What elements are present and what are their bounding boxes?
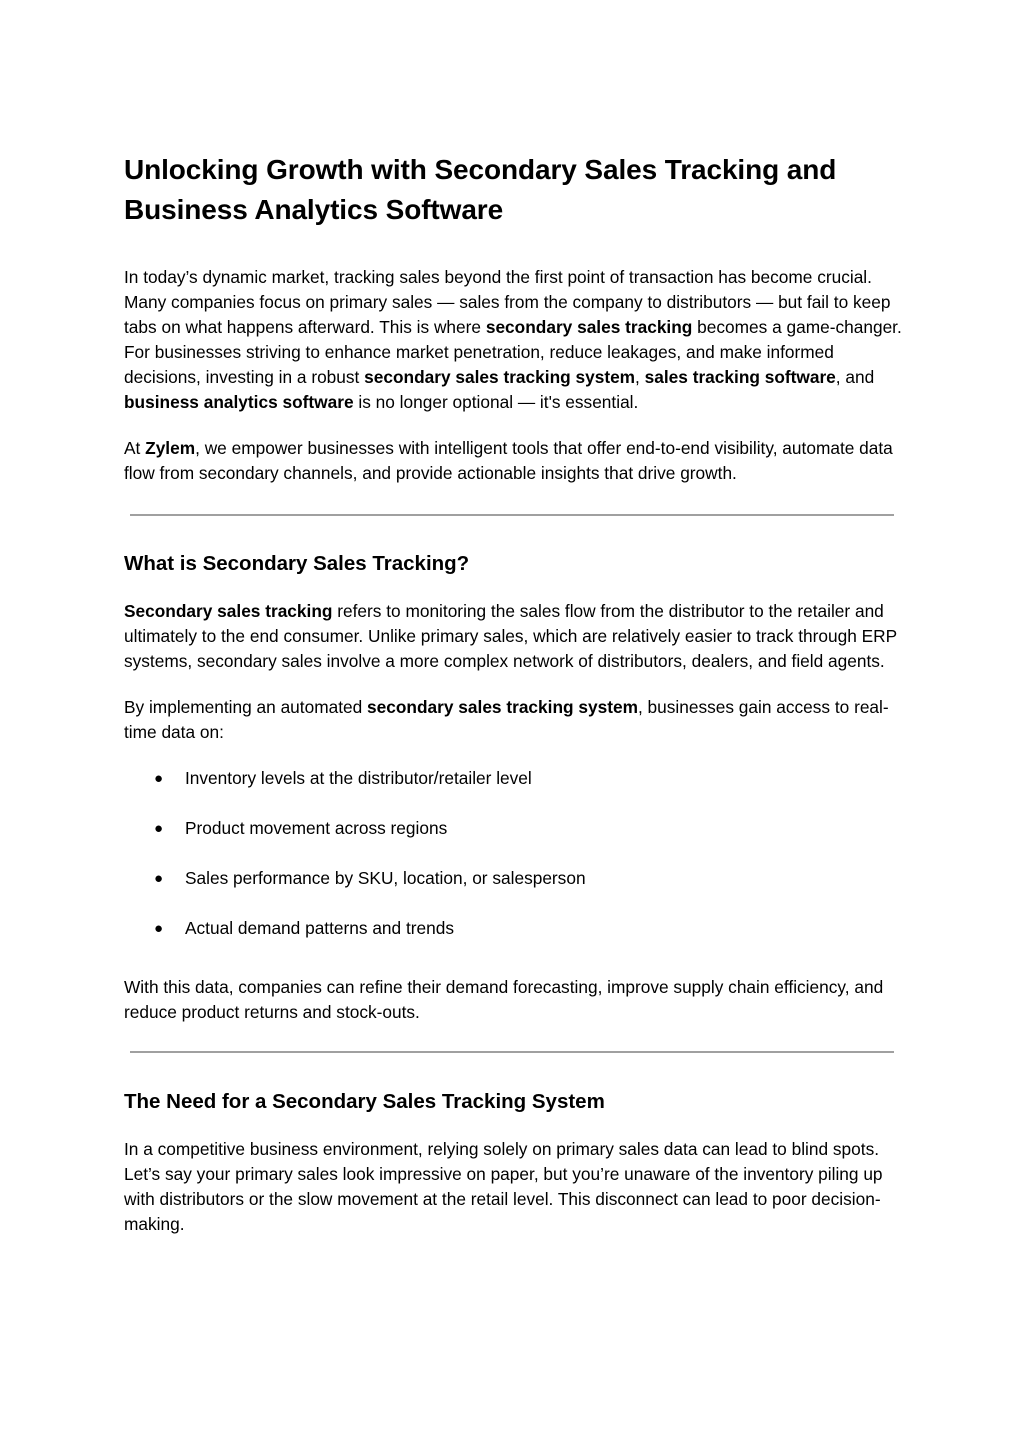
list-item bbox=[124, 866, 902, 891]
section1-paragraph-1 bbox=[124, 599, 902, 674]
text-run: In today’s dynamic market, tracking sales beyond the first point of transaction has become crucial. Many companies focus on primary sales — sales from the company to distributors — but fail to keep tabs on what happens afterward. This is where bbox=[124, 267, 891, 337]
bullet-list bbox=[124, 766, 902, 941]
text-run: is no longer optional — it's essential. bbox=[353, 392, 639, 412]
bold-term: secondary sales tracking system bbox=[367, 697, 638, 717]
text-run: At bbox=[124, 438, 146, 458]
list-item-text: Product movement across regions bbox=[185, 818, 448, 838]
section-heading: The Need for a Secondary Sales Tracking System bbox=[124, 1090, 605, 1113]
list-item-text: Actual demand patterns and trends bbox=[185, 918, 454, 938]
text-run: , and bbox=[835, 367, 875, 387]
text-run: , businesses gain access to real-time data on: bbox=[124, 697, 889, 742]
text-run: , bbox=[635, 367, 645, 387]
bold-term: secondary sales tracking bbox=[485, 317, 693, 337]
intro-paragraph-1 bbox=[124, 265, 902, 415]
bullet-icon: ● bbox=[154, 770, 164, 787]
text-run: , we empower businesses with intelligent tools that offer end-to-end visibility, automate data flow from secondary channels, and provide actionable insights that drive growth. bbox=[124, 438, 893, 483]
list-item bbox=[124, 766, 902, 791]
section-divider bbox=[130, 1051, 894, 1053]
list-item-text: Inventory levels at the distributor/retailer level bbox=[185, 768, 532, 788]
list-item bbox=[124, 916, 902, 941]
bold-term: secondary sales tracking system bbox=[364, 367, 636, 387]
bullet-icon: ● bbox=[154, 870, 164, 887]
bold-term: sales tracking software bbox=[644, 367, 836, 387]
intro-paragraph-2 bbox=[124, 436, 902, 486]
section1-paragraph-3: With this data, companies can refine their demand forecasting, improve supply chain efficiency, and reduce product returns and stock-outs. bbox=[124, 977, 884, 1022]
section-heading: What is Secondary Sales Tracking? bbox=[124, 552, 470, 575]
bullet-icon: ● bbox=[154, 920, 164, 937]
document-page bbox=[124, 150, 902, 1258]
section2-paragraph-1: In a competitive business environment, relying solely on primary sales data can lead to blind spots. Let’s say your primary sales look impressive on paper, but you’re unaware of the inventory piling up with distributors or the slow movement at the retail level. This disconnect can lead to poor decision-making. bbox=[124, 1139, 883, 1234]
text-run: becomes a game-changer. For businesses striving to enhance market penetration, reduce leakages, and make informed decisions, investing in a robust bbox=[124, 317, 902, 387]
section-divider bbox=[130, 514, 894, 516]
section1-paragraph-2 bbox=[124, 695, 902, 745]
list-item bbox=[124, 816, 902, 841]
company-name: Zylem bbox=[145, 438, 196, 458]
bold-term: business analytics software bbox=[124, 392, 354, 412]
document-title: Unlocking Growth with Secondary Sales Tracking and Business Analytics Software bbox=[124, 154, 837, 225]
list-item-text: Sales performance by SKU, location, or salesperson bbox=[185, 868, 586, 888]
text-run: refers to monitoring the sales flow from the distributor to the retailer and ultimately to the end consumer. Unlike primary sales, which are relatively easier to track through ERP systems, secondary sales involve a more complex network of distributors, dealers, and field agents. bbox=[124, 601, 897, 671]
bold-term: Secondary sales tracking bbox=[124, 601, 333, 621]
bullet-icon: ● bbox=[154, 820, 164, 837]
text-run: By implementing an automated bbox=[124, 697, 368, 717]
